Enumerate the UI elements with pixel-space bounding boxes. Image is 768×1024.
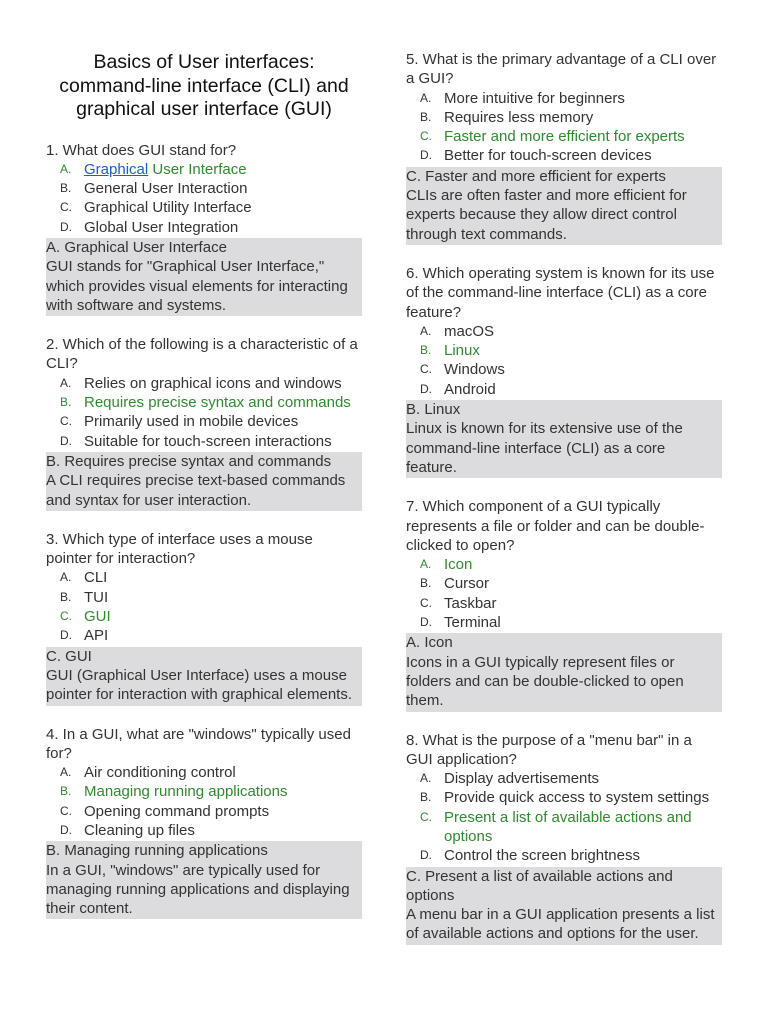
question-text: 2. Which of the following is a characteristic of a CLI? (46, 336, 358, 373)
explanation-text: Icons in a GUI typically represent files or folders and can be double-clicked to open them. (406, 653, 684, 710)
answer-text: B. Managing running applications (46, 842, 268, 860)
option-c: C. Graphical Utility Interface (60, 199, 252, 217)
option-a: A. Relies on graphical icons and windows (60, 374, 342, 392)
option-d: D. Global User Integration (60, 218, 239, 236)
question-block (406, 50, 722, 245)
question-block (46, 141, 362, 317)
answer-text: B. Requires precise syntax and commands (46, 452, 332, 470)
question-text: 7. Which component of a GUI typically represents a file or folder and can be double-clicked to open? (406, 498, 705, 554)
explanation-text: GUI (Graphical User Interface) uses a mouse pointer for interaction with graphical elements. (46, 666, 352, 704)
option-a: A. Icon (420, 556, 473, 574)
explanation-text: In a GUI, "windows" are typically used for managing running applications and displaying their content. (46, 861, 350, 918)
question-block (406, 264, 722, 478)
option-d: D. Terminal (420, 614, 501, 632)
explanation-text: GUI stands for "Graphical User Interface," which provides visual elements for interacting with software and systems. (46, 258, 348, 314)
question-block (46, 335, 362, 511)
option-b: B. Requires precise syntax and commands (60, 394, 351, 412)
option-b: B. Provide quick access to system settings (420, 789, 710, 807)
option-c: C. Opening command prompts (60, 802, 270, 820)
option-c: C. Present a list of available actions and options (420, 808, 692, 845)
answer-text: B. Linux (406, 401, 461, 419)
answer-box (406, 167, 722, 245)
question-text: 6. Which operating system is known for its use of the command-line interface (CLI) as a core feature? (406, 264, 715, 321)
option-c: C. Faster and more efficient for experts (420, 128, 685, 146)
answer-box (46, 452, 362, 511)
left-column (46, 51, 362, 919)
question-block (46, 725, 362, 920)
answer-text: A. Icon (406, 634, 453, 652)
option-b: B. Requires less memory (420, 108, 594, 126)
explanation-text: A menu bar in a GUI application presents a list of available actions and options for the user. (406, 906, 715, 943)
option-a: A. CLI (60, 569, 108, 587)
answer-text: C. Present a list of available actions and options (406, 867, 673, 904)
answer-box (406, 867, 722, 945)
answer-box (406, 400, 722, 478)
answer-box (406, 633, 722, 711)
option-a: A. More intuitive for beginners (420, 89, 625, 107)
answer-box (46, 841, 362, 919)
option-c: C. Taskbar (420, 594, 497, 612)
option-d: D. API (60, 627, 109, 645)
option-b: B. Cursor (420, 575, 490, 593)
explanation-text: CLIs are often faster and more efficient for experts because they allow direct control through text commands. (406, 187, 687, 243)
question-text: 1. What does GUI stand for? (46, 141, 237, 159)
option-d: D. Android (420, 380, 496, 398)
option-d: D. Cleaning up files (60, 822, 195, 839)
question-block (406, 497, 722, 711)
graphical-link[interactable]: Graphical (84, 160, 149, 178)
question-text: 5. What is the primary advantage of a CLI over a GUI? (406, 51, 717, 88)
option-a: A. Air conditioning control (60, 764, 236, 782)
answer-text: C. GUI (46, 647, 92, 665)
explanation-text: A CLI requires precise text-based commands and syntax for user interaction. (46, 472, 346, 509)
option-d: D. Better for touch-screen devices (420, 147, 652, 165)
option-b: B. Linux (420, 342, 480, 360)
answer-text: C. Faster and more efficient for experts (406, 167, 666, 185)
right-column (406, 50, 722, 945)
option-c: C. GUI (60, 608, 111, 626)
question-block (46, 530, 362, 706)
option-b: B. TUI (60, 588, 109, 606)
option-c: C. Windows (420, 361, 505, 379)
question-block (406, 731, 722, 945)
answer-box (46, 647, 362, 706)
answer-box (46, 238, 362, 316)
option-d: D. Suitable for touch-screen interactions (60, 432, 332, 450)
option-b: B. General User Interaction (60, 180, 248, 198)
question-text: 3. Which type of interface uses a mouse pointer for interaction? (46, 530, 313, 568)
question-text: 8. What is the purpose of a "menu bar" in a GUI application? (406, 731, 692, 768)
answer-text: A. Graphical User Interface (46, 238, 227, 256)
question-text: 4. In a GUI, what are "windows" typically used for? (46, 725, 351, 762)
option-c: C. Primarily used in mobile devices (60, 413, 299, 431)
option-a: A. macOS (420, 322, 495, 340)
option-d: D. Control the screen brightness (420, 847, 640, 865)
option-b: B. Managing running applications (60, 783, 288, 801)
explanation-text: Linux is known for its extensive use of the command-line interface (CLI) as a core feature. (406, 420, 683, 476)
option-a: A. Graphical User Interface (60, 160, 247, 178)
page-title: Basics of User interfaces: command-line interface (CLI) and graphical user interface (GUI) (59, 51, 349, 120)
option-a: A. Display advertisements (420, 770, 600, 788)
